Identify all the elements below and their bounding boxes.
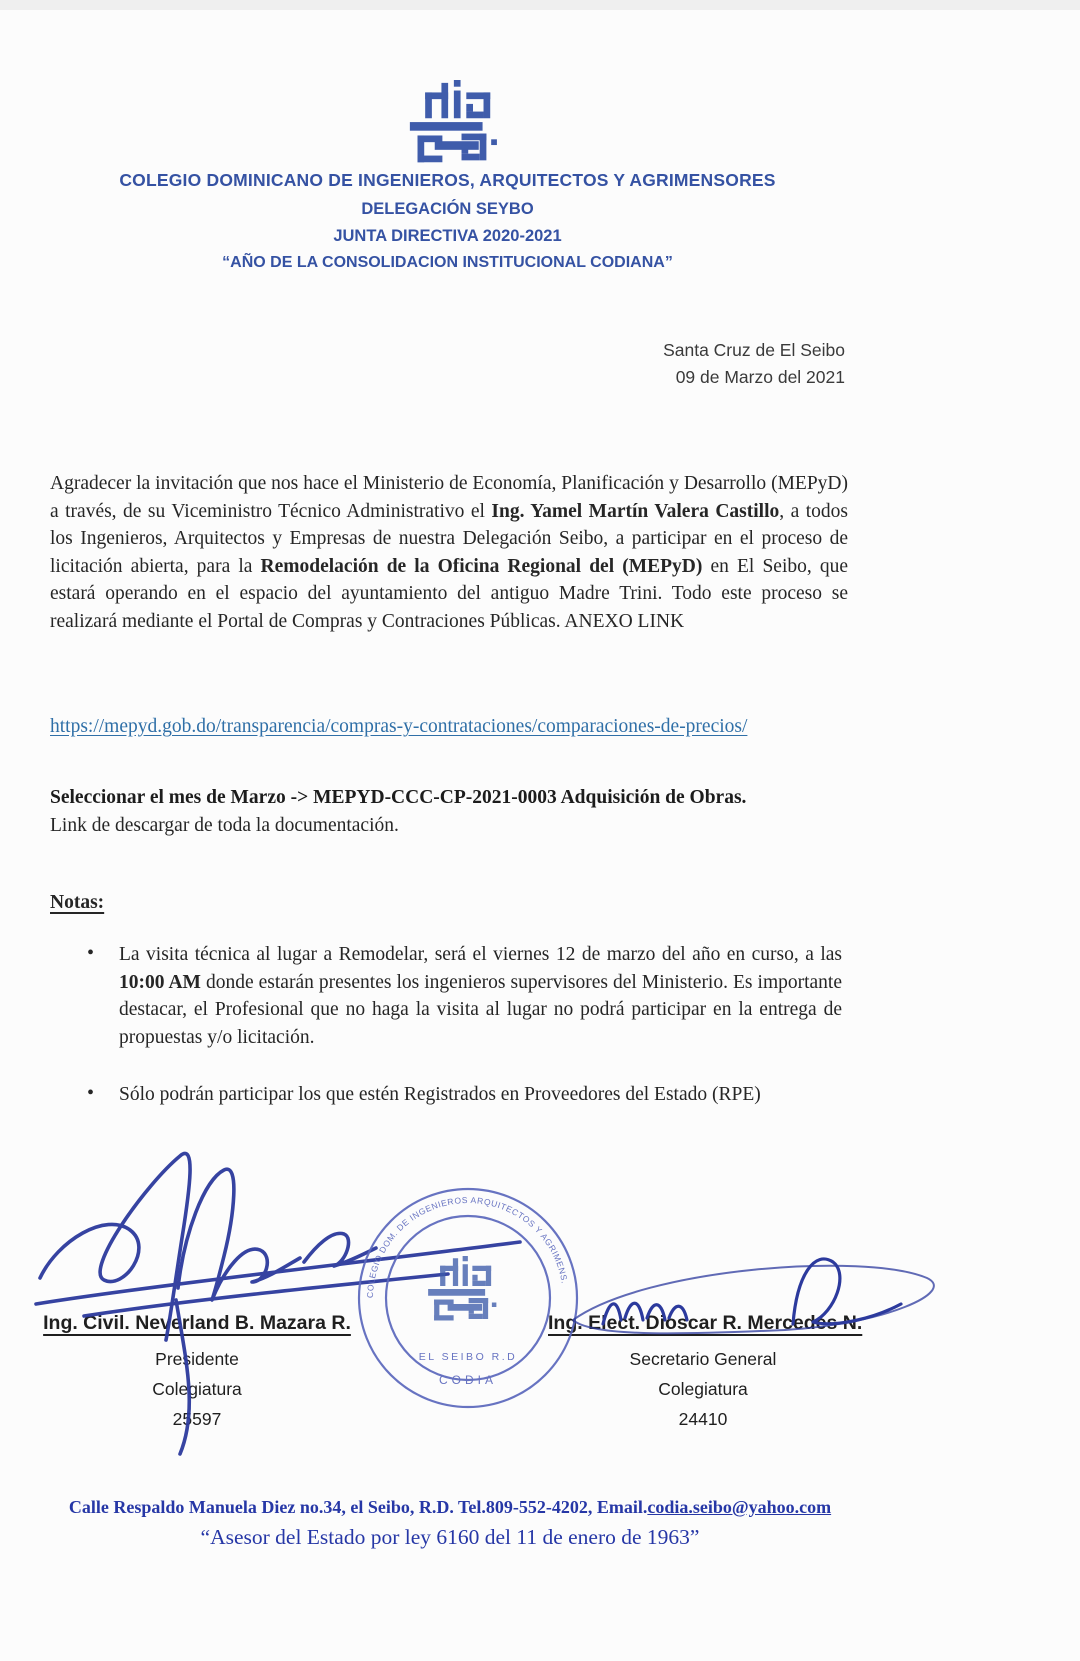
- president-membership-number: 25597: [172, 1409, 222, 1429]
- body-segment: en El Seibo, que estará operando en el espacio del ayuntamiento del antiguo Madre Trini. Todo este proceso se realizará mediante el Portal de Compras y Contraciones Públicas. ANEXO LINK: [50, 555, 848, 632]
- footer-motto: “Asesor del Estado por ley 6160 del 11 de enero de 1963”: [200, 1525, 700, 1549]
- president-title: Presidente: [155, 1349, 239, 1369]
- stamp-location-text: EL SEIBO R.D: [418, 1351, 518, 1363]
- scan-edge: [0, 0, 1080, 10]
- note-segment: donde estarán presentes los ingenieros supervisores del Ministerio. Es importante destacar, el Profesional que no haga la visita al lugar no podrá participar en la entrega de propuestas y/o licitación.: [119, 971, 843, 1048]
- dateline: [545, 337, 845, 391]
- stamp-ring-text: COLEGIO DOM. DE INGENIEROS ARQUITECTOS Y AGRIMENS.: [364, 1194, 570, 1299]
- visit-time: 10:00 AM: [119, 971, 201, 993]
- body-segment: , a todos los Ingenieros, Arquitectos y Empresas de nuestra Delegación Seibo, a participar en el proceso de licitación abierta, para la: [50, 500, 848, 577]
- year-motto: “AÑO DE LA CONSOLIDACION INSTITUCIONAL CODIANA”: [222, 254, 673, 271]
- signature-block-president: [42, 1312, 352, 1434]
- letterhead: [0, 170, 895, 272]
- note-segment: La visita técnica al lugar a Remodelar, será el viernes 12 de marzo del año en curso, a las: [119, 944, 842, 965]
- note-item-rpe-requirement: [85, 1081, 842, 1109]
- notes-heading: Notas:: [50, 892, 105, 913]
- body-segment: Agradecer la invitación que nos hace el Ministerio de Economía, Planificación y Desarrollo (MEPyD) a través, de su Viceministro Técnico Administrativo el: [50, 473, 848, 522]
- note-item-technical-visit: [85, 941, 842, 1051]
- dateline-place: Santa Cruz de El Seibo: [663, 340, 845, 360]
- footer-address: [0, 1497, 900, 1518]
- project-name: Remodelación de la Oficina Regional del (MEPyD): [260, 555, 703, 577]
- secretary-title: Secretario General: [629, 1349, 777, 1369]
- email-link[interactable]: codia.seibo@yahoo.com: [647, 1497, 832, 1517]
- president-name: Ing. Civil. Neverland B. Mazara R.: [43, 1312, 351, 1334]
- address-text: Calle Respaldo Manuela Diez no.34, el Seibo, R.D. Tel.809-552-4202, Email.: [68, 1497, 648, 1517]
- svg-text:COLEGIO DOM. DE INGENIEROS ARQ: [365, 1195, 570, 1298]
- select-instruction: Seleccionar el mes de Marzo -> MEPYD-CCC-CP-2021-0003 Adquisición de Obras.: [50, 787, 747, 808]
- secretary-membership-number: 24410: [678, 1409, 728, 1429]
- procurement-portal-link[interactable]: https://mepyd.gob.do/transparencia/compras-y-contrataciones/comparaciones-de-precios/: [50, 716, 748, 737]
- codia-logo: [398, 80, 526, 168]
- signature-block-secretary: [548, 1312, 863, 1434]
- dateline-date: 09 de Marzo del 2021: [675, 367, 845, 387]
- delegation-name: DELEGACIÓN SEYBO: [361, 200, 534, 218]
- document-footer: [0, 1497, 900, 1550]
- secretary-name: Ing. Elect. Dioscar R. Mercedes N.: [548, 1312, 863, 1334]
- secretary-membership-label: Colegiatura: [658, 1379, 748, 1399]
- notes-list: [85, 941, 842, 1139]
- org-name: COLEGIO DOMINICANO DE INGENIEROS, ARQUITECTOS Y AGRIMENSORES: [119, 170, 776, 190]
- vice-minister-name: Ing. Yamel Martín Valera Castillo: [491, 500, 780, 522]
- board-term: JUNTA DIRECTIVA 2020-2021: [333, 227, 562, 245]
- download-note: Link de descargar de toda la documentación.: [50, 815, 399, 836]
- body-paragraph: [50, 470, 848, 635]
- note-segment: Sólo podrán participar los que estén Registrados en Proveedores del Estado (RPE): [119, 1084, 761, 1105]
- stamp-bottom-text: CODIA: [438, 1373, 498, 1387]
- president-membership-label: Colegiatura: [152, 1379, 242, 1399]
